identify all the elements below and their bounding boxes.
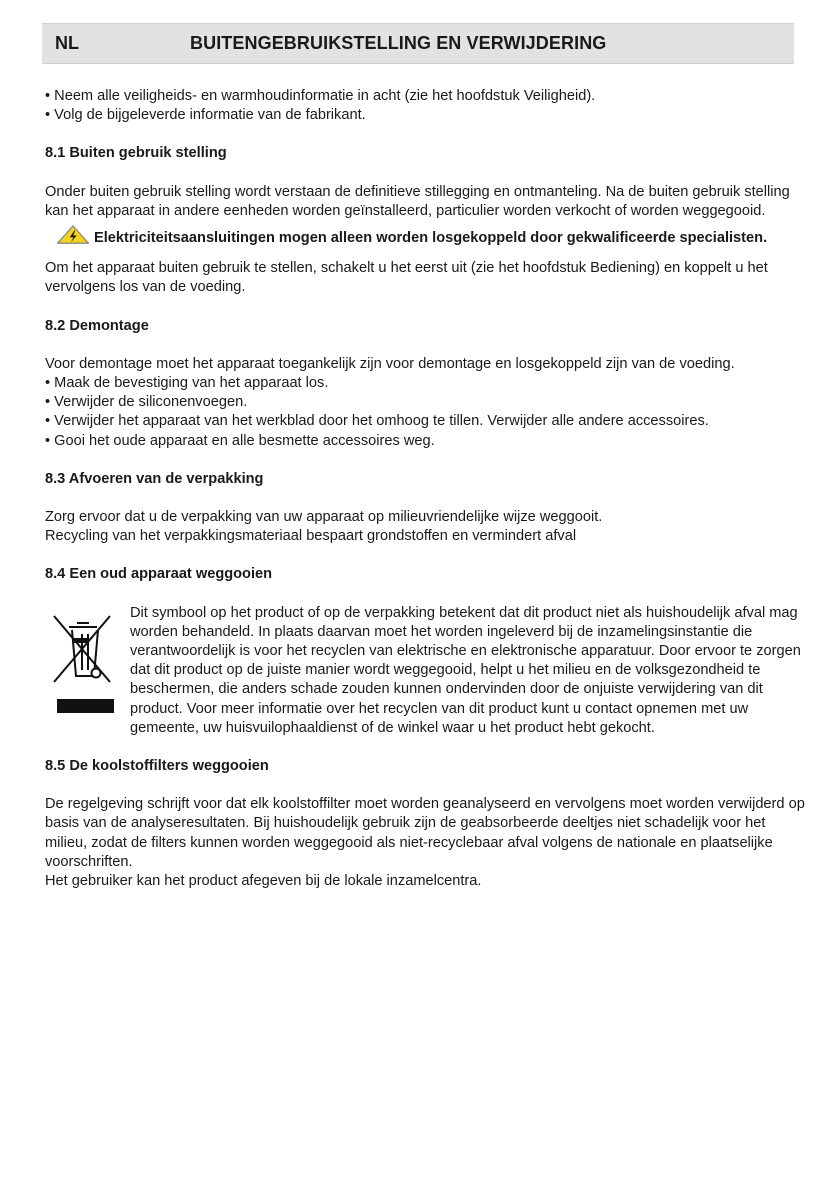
paragraph: De regelgeving schrijft voor dat elk koolstoffilter moet worden geanalyseerd en vervolgens moet worden verwijderd op basis van de analyseresultaten. Bij huishoudelijk gebruik zijn de geabsorbeerde deeltjes niet schadelijk voor het milieu, zodat de filters kunnen worden weggegooid als niet-recyclebaar afval volgens de nationale en plaatselijke voorschriften. <box>45 796 805 870</box>
list-item: • Verwijder het apparaat van het werkblad door het omhoog te tillen. Verwijder alle andere accessoires. <box>45 413 709 430</box>
crossed-out-wheelie-bin-icon <box>52 612 114 714</box>
paragraph: Het gebruiker kan het product afegeven bij de lokale inzamelcentra. <box>45 873 482 890</box>
paragraph: Zorg ervoor dat u de verpakking van uw apparaat op milieuvriendelijke wijze weggooit. <box>45 509 603 526</box>
section-heading-8-2: 8.2 Demontage <box>45 317 149 334</box>
paragraph: Om het apparaat buiten gebruik te stellen, schakelt u het eerst uit (zie het hoofdstuk Bediening) en koppelt u het vervolgens los van de voeding. <box>45 260 768 296</box>
list-item: • Maak de bevestiging van het apparaat los. <box>45 375 329 392</box>
list-item: • Verwijder de siliconenvoegen. <box>45 394 248 411</box>
paragraph: Onder buiten gebruik stelling wordt verstaan de definitieve stillegging en ontmanteling. Na de buiten gebruik stelling kan het apparaat in andere eenheden worden geïnstalleerd, particulier worden verkocht of worden weggegooid. <box>45 183 790 219</box>
section-heading-8-5: 8.5 De koolstoffilters weggooien <box>45 758 269 775</box>
section-heading-8-3: 8.3 Afvoeren van de verpakking <box>45 470 264 487</box>
warning-text: Elektriciteitsaansluitingen mogen alleen worden losgekoppeld door gekwalificeerde specialisten. <box>94 230 768 247</box>
page-title: BUITENGEBRUIKSTELLING EN VERWIJDERING <box>190 33 607 53</box>
intro-bullet: • Volg de bijgeleverde informatie van de fabrikant. <box>45 107 366 124</box>
section-heading-8-4: 8.4 Een oud apparaat weggooien <box>45 566 273 583</box>
list-item: • Gooi het oude apparaat en alle besmette accessoires weg. <box>45 432 435 449</box>
electric-hazard-icon <box>54 225 92 245</box>
paragraph: Voor demontage moet het apparaat toegankelijk zijn voor demontage en losgekoppeld zijn van de voeding. <box>45 355 735 372</box>
intro-bullet: • Neem alle veiligheids- en warmhoudinformatie in acht (zie het hoofdstuk Veiligheid). <box>45 88 596 104</box>
weee-text: Dit symbool op het product of op de verpakking betekent dat dit product niet als huishoudelijk afval mag worden behandeld. In plaats daarvan moet het worden ingeleverd bij de inzamelingsinstantie die verantwoordelijk is voor het recyclen van elektrische en elektronische apparatuur. Door ervoor te zorgen dat dit product op de juiste manier wordt weggegooid, helpt u het milieu en de volksgezondheid te beschermen, die anders schade zouden kunnen ondervinden door de onjuiste verwijdering van dit product. Voor meer informatie over het recyclen van dit product kunt u contact opnemen met uw gemeente, uw huisvuilophaaldienst of de winkel waar u het product hebt gekocht. <box>130 604 801 736</box>
weee-block <box>45 604 810 738</box>
paragraph: Recycling van het verpakkingsmateriaal bespaart grondstoffen en vermindert afval <box>45 528 577 545</box>
document-body <box>45 87 810 891</box>
section-heading-8-1: 8.1 Buiten gebruik stelling <box>45 145 227 162</box>
warning-notice <box>45 225 810 248</box>
page-header <box>42 23 794 64</box>
language-code: NL <box>55 33 79 53</box>
